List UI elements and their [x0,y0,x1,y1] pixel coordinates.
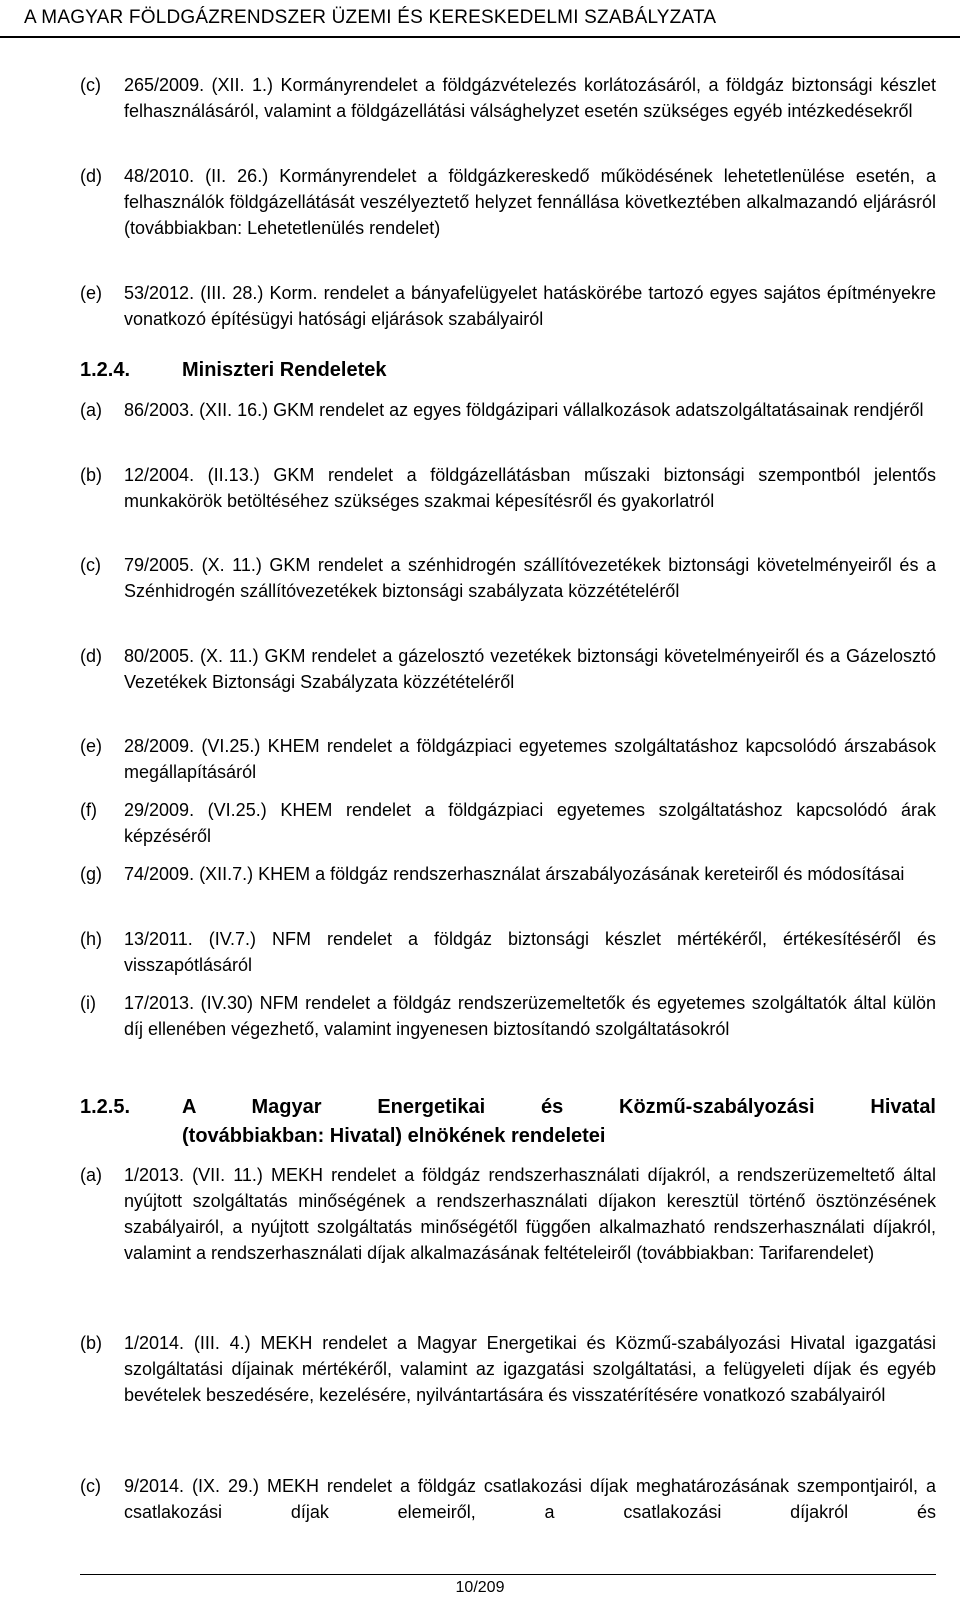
section-title-line-1: A Magyar Energetikai és Közmű-szabályozási Hivatal [182,1096,936,1118]
list-item-text: 17/2013. (IV.30) NFM rendelet a földgáz rendszerüzemeltetők és egyetemes szolgáltatók által külön díj ellenében végezhető, valamint ingyenesen biztosítandó szolgáltatásokról [124,993,936,1039]
list-item-label: (i) [80,993,96,1013]
list-item-text: 74/2009. (XII.7.) KHEM a földgáz rendszerhasználat árszabályozásának kereteiről és módosításai [124,864,905,884]
list-item-text: 28/2009. (VI.25.) KHEM rendelet a földgázpiaci egyetemes szolgáltatáshoz kapcsolódó árszabások megállapításáról [124,736,936,782]
list-item-label: (h) [80,929,102,949]
list-item-label: (a) [80,400,102,420]
list-item-text: 9/2014. (IX. 29.) MEKH rendelet a földgáz csatlakozási díjak meghatározásának szempontjairól, a csatlakozási díjak elemeiről, a csatlakozási díjakról és [124,1476,936,1522]
section-title: Miniszteri Rendeletek [182,359,387,381]
list-item-text: 80/2005. (X. 11.) GKM rendelet a gázelosztó vezetékek biztonsági követelményeiről és a Gázelosztó Vezetékek Biztonsági Szabályzata közzétételéről [124,646,936,692]
list-item-label: (g) [80,864,102,884]
list-item-text: 86/2003. (XII. 16.) GKM rendelet az egyes földgázipari vállalkozások adatszolgáltatásainak rendjéről [124,400,924,420]
list-item-text: 29/2009. (VI.25.) KHEM rendelet a földgázpiaci egyetemes szolgáltatáshoz kapcsolódó árak képzéséről [124,800,936,846]
list-item-text: 53/2012. (III. 28.) Korm. rendelet a bányafelügyelet hatáskörébe tartozó egyes sajátos építményekre vonatkozó építésügyi hatósági eljárások szabályairól [124,283,936,329]
list-item-label: (c) [80,75,101,95]
list-item-label: (c) [80,555,101,575]
list-item-text: 1/2014. (III. 4.) MEKH rendelet a Magyar Energetikai és Közmű-szabályozási Hivatal igazgatási szolgáltatási díjainak mértékéről, valamint az igazgatási szolgáltatási, a felügyeleti díjak és egyéb bevételek beszedésére, kezelésére, nyilvántartására és visszatérítésére vonatkozó szabályairól [124,1333,936,1405]
list-item-label: (b) [80,465,102,485]
list-item-text: 48/2010. (II. 26.) Kormányrendelet a földgázkereskedő működésének lehetetlenülése esetén, a felhasználók földgázellátását veszélyeztető helyzet fennállása következtében alkalmazandó eljárásról (továbbiakban: Lehetetlenülés rendelet) [124,166,936,238]
list-item-label: (d) [80,166,102,186]
section-number: 1.2.4. [80,359,131,381]
list-item-label: (b) [80,1333,102,1353]
section-title-line-2: (továbbiakban: Hivatal) elnökének rendeletei [182,1125,606,1147]
list-item-label: (d) [80,646,102,666]
list-item-label: (f) [80,800,97,820]
list-item-text: 12/2004. (II.13.) GKM rendelet a földgázellátásban műszaki biztonsági szempontból jelentős munkakörök betöltéséhez szükséges szakmai képesítésről és gyakorlatról [124,465,936,511]
list-item-label: (e) [80,283,102,303]
list-item-text: 79/2005. (X. 11.) GKM rendelet a szénhidrogén szállítóvezetékek biztonsági követelményeiről és a Szénhidrogén szállítóvezetékek biztonsági szabályzata közzétételéről [124,555,936,601]
section-number: 1.2.5. [80,1096,131,1118]
list-item-label: (c) [80,1476,101,1496]
list-item-label: (a) [80,1165,102,1185]
list-item-text: 1/2013. (VII. 11.) MEKH rendelet a földgáz rendszerhasználati díjakról, a rendszerüzemeltető által nyújtott szolgáltatás minőségének a rendszerhasználati díjakon keresztül történő ösztönzésének szabályairól, a nyújtott szolgáltatás minőségétől függően alkalmazható rendszerhasználati díjakról, valamint a rendszerhasználati díjak alkalmazásának feltételeiről (továbbiakban: Tarifarendelet) [124,1165,936,1263]
document-running-header: A MAGYAR FÖLDGÁZRENDSZER ÜZEMI ÉS KERESKEDELMI SZABÁLYZATA [0,0,960,38]
list-item-label: (e) [80,736,102,756]
list-item-text: 265/2009. (XII. 1.) Kormányrendelet a földgázvételezés korlátozásáról, a földgáz biztonsági készlet felhasználásáról, valamint a földgázellátási válsághelyzet esetén szükséges egyéb intézkedésekről [124,75,936,121]
page-number: 10/209 [455,1579,505,1596]
footer-divider [80,1574,936,1575]
list-item-text: 13/2011. (IV.7.) NFM rendelet a földgáz biztonsági készlet mértékéről, értékesítéséről és visszapótlásáról [124,929,936,975]
